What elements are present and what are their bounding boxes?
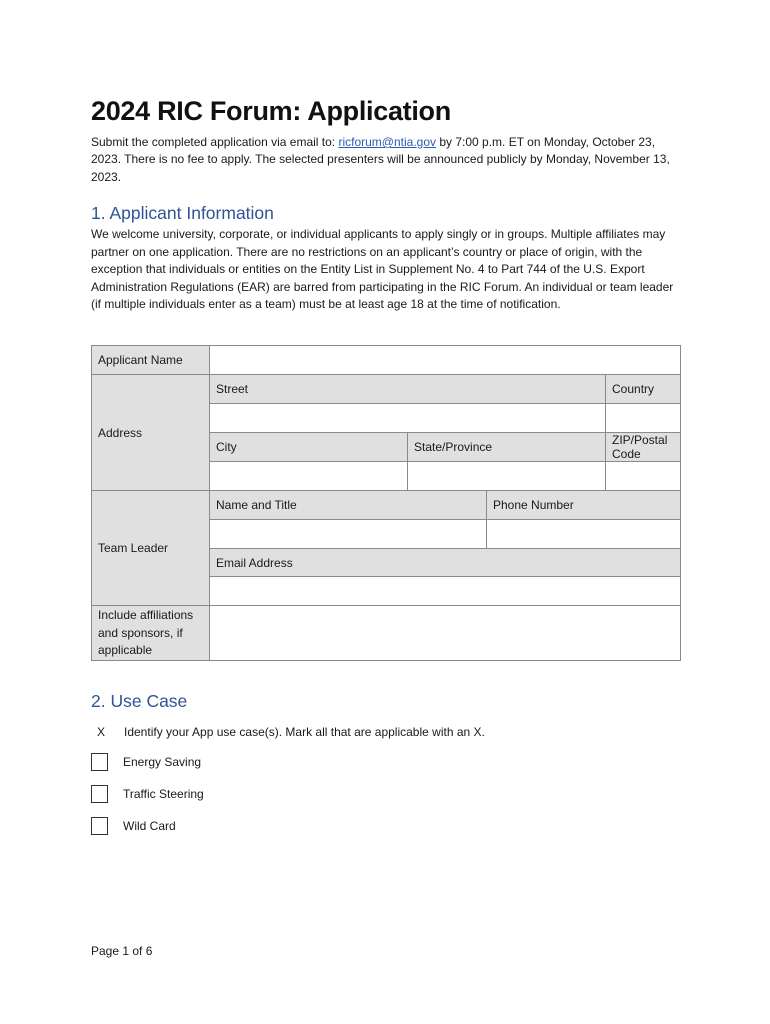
traffic-steering-label: Traffic Steering <box>123 787 204 801</box>
zip-input[interactable] <box>606 462 681 491</box>
use-case-option[interactable] <box>91 785 204 803</box>
energy-saving-checkbox[interactable] <box>91 753 108 771</box>
street-label: Street <box>210 375 606 404</box>
intro-before-link: Submit the completed application via email to: <box>91 135 339 149</box>
affiliations-label: Include affiliations and sponsors, if applicable <box>92 606 210 661</box>
country-label: Country <box>606 375 681 404</box>
affiliations-input[interactable] <box>210 606 681 661</box>
intro-after-link: by 7:00 p.m. ET on Monday, October 23, 2023. There is no fee to apply. The selected presenters will be announced publicly by Monday, November 13, 2023. <box>91 135 670 184</box>
use-case-instruction <box>91 725 485 739</box>
applicant-name-input[interactable] <box>210 346 681 375</box>
page-title: 2024 RIC Forum: Application <box>91 96 451 126</box>
applicant-form-table <box>91 345 681 661</box>
email-label: Email Address <box>210 549 681 577</box>
use-case-option[interactable] <box>91 753 201 771</box>
section-1-heading: 1. Applicant Information <box>91 203 274 223</box>
state-label: State/Province <box>408 433 606 462</box>
address-label: Address <box>92 375 210 491</box>
email-input[interactable] <box>210 577 681 606</box>
page-footer: Page 1 of 6 <box>91 944 153 958</box>
intro-text <box>91 134 681 186</box>
wild-card-label: Wild Card <box>123 819 176 833</box>
section-2-heading: 2. Use Case <box>91 691 188 711</box>
section-1-paragraph: We welcome university, corporate, or individual applicants to apply singly or in groups. Multiple affiliates may partner on one application. There are no restrictions on an applicant’s country or place of origin, with the exception that individuals or entities on the Entity List in Supplement No. 4 to Part 744 of the U.S. Export Administration Regulations (EAR) are barred from participating in the RIC Forum. An individual or team leader (if multiple individuals enter as a team) must be at least age 18 at the time of notification. <box>91 227 674 312</box>
use-case-option[interactable] <box>91 817 176 835</box>
instruction-mark: X <box>96 725 105 739</box>
street-input[interactable] <box>210 404 606 433</box>
country-input[interactable] <box>606 404 681 433</box>
wild-card-checkbox[interactable] <box>91 817 108 835</box>
name-title-label: Name and Title <box>210 491 487 520</box>
traffic-steering-checkbox[interactable] <box>91 785 108 803</box>
city-input[interactable] <box>210 462 408 491</box>
state-input[interactable] <box>408 462 606 491</box>
email-link[interactable]: ricforum@ntia.gov <box>338 135 437 149</box>
name-title-input[interactable] <box>210 520 487 549</box>
zip-label: ZIP/Postal Code <box>606 433 681 462</box>
instruction-text: Identify your App use case(s). Mark all that are applicable with an X. <box>124 725 485 739</box>
team-leader-label: Team Leader <box>92 491 210 606</box>
city-label: City <box>210 433 408 462</box>
phone-label: Phone Number <box>487 491 681 520</box>
energy-saving-label: Energy Saving <box>123 755 202 769</box>
phone-input[interactable] <box>487 520 681 549</box>
applicant-name-label: Applicant Name <box>92 346 210 375</box>
